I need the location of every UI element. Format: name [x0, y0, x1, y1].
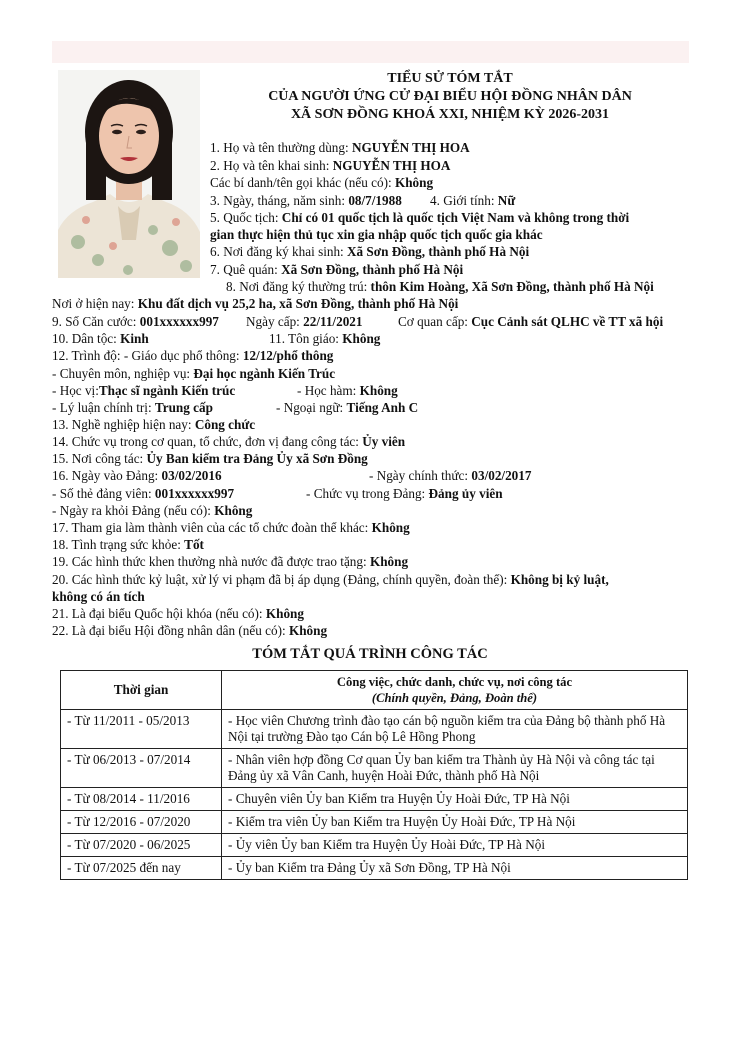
field-religion: 11. Tôn giáo: Không [269, 331, 381, 346]
field-permanent-residence: 8. Nơi đăng ký thường trú: thôn Kim Hoàng, Xã Sơn Đồng, thành phố Hà Nội [226, 279, 654, 294]
field-birth-name: 2. Họ và tên khai sinh: NGUYỄN THỊ HOA [210, 158, 451, 173]
field-nationality: 5. Quốc tịch: Chỉ có 01 quốc tịch là quốc tịch Việt Nam và không trong thời [210, 210, 630, 225]
field-academic-title: - Học hàm: Không [297, 383, 398, 398]
field-birthdate: 3. Ngày, tháng, năm sinh: 08/7/1988 [210, 193, 402, 208]
field-party-join-date: 16. Ngày vào Đảng: 03/02/2016 [52, 468, 222, 483]
field-peoples-council: 22. Là đại biểu Hội đồng nhân dân (nếu có): Không [52, 623, 328, 638]
row-time: - Từ 11/2011 - 05/2013 [61, 710, 222, 749]
field-ethnicity: 10. Dân tộc: Kinh [52, 331, 149, 346]
field-discipline-cont: không có án tích [52, 589, 145, 604]
doc-title-3: XÃ SƠN ĐỒNG KHOÁ XXI, NHIỆM KỲ 2026-2031 [290, 107, 610, 122]
row-description: - Chuyên viên Ủy ban Kiểm tra Huyện Ủy Hoài Đức, TP Hà Nội [222, 788, 688, 811]
work-history-title: TÓM TẮT QUÁ TRÌNH CÔNG TÁC [252, 646, 488, 662]
top-strip [52, 41, 689, 63]
field-id-number: 9. Số Căn cước: 001xxxxxx997 [52, 314, 219, 329]
field-gender: 4. Giới tính: Nữ [430, 193, 516, 208]
field-party-position: - Chức vụ trong Đảng: Đảng ủy viên [306, 486, 503, 501]
row-time: - Từ 12/2016 - 07/2020 [61, 811, 222, 834]
table-row [61, 857, 688, 880]
row-description: - Kiểm tra viên Ủy ban Kiểm tra Huyện Ủy Hoài Đức, TP Hà Nội [222, 811, 688, 834]
row-time: - Từ 08/2014 - 11/2016 [61, 788, 222, 811]
table-row [61, 834, 688, 857]
field-party-leave-date: - Ngày ra khỏi Đảng (nếu có): Không [52, 503, 253, 518]
field-education: 12. Trình độ: - Giáo dục phổ thông: 12/12/phổ thông [52, 348, 334, 363]
row-description: - Ủy viên Ủy ban Kiểm tra Huyện Ủy Hoài Đức, TP Hà Nội [222, 834, 688, 857]
field-party-official-date: - Ngày chính thức: 03/02/2017 [369, 468, 532, 483]
work-history-table [60, 670, 688, 880]
field-health: 18. Tình trạng sức khỏe: Tốt [52, 537, 204, 552]
table-row [61, 788, 688, 811]
field-party-card: - Số thẻ đảng viên: 001xxxxxx997 [52, 486, 235, 501]
header-description: Công việc, chức danh, chức vụ, nơi công tác (Chính quyền, Đảng, Đoàn thể) [222, 671, 688, 710]
field-birth-registration: 6. Nơi đăng ký khai sinh: Xã Sơn Đồng, thành phố Hà Nội [210, 244, 530, 259]
table-header-row [61, 671, 688, 710]
doc-title-1: TIỂU SỬ TÓM TẮT [387, 71, 513, 86]
field-specialty: - Chuyên môn, nghiệp vụ: Đại học ngành Kiến Trúc [52, 366, 336, 381]
row-time: - Từ 07/2025 đến nay [61, 857, 222, 880]
field-occupation: 13. Nghề nghiệp hiện nay: Công chức [52, 417, 256, 432]
row-time: - Từ 06/2013 - 07/2014 [61, 749, 222, 788]
row-description: - Ủy ban Kiểm tra Đảng Ủy xã Sơn Đồng, TP Hà Nội [222, 857, 688, 880]
doc-title-2: CỦA NGƯỜI ỨNG CỬ ĐẠI BIỂU HỘI ĐỒNG NHÂN DÂN [268, 89, 632, 104]
field-id-date: Ngày cấp: 22/11/2021 [246, 314, 363, 329]
field-national-assembly: 21. Là đại biểu Quốc hội khóa (nếu có): Không [52, 606, 304, 621]
table-row [61, 811, 688, 834]
field-id-issuer: Cơ quan cấp: Cục Cảnh sát QLHC về TT xã hội [398, 314, 664, 329]
field-alias: Các bí danh/tên gọi khác (nếu có): Không [210, 175, 434, 190]
field-hometown: 7. Quê quán: Xã Sơn Đồng, thành phố Hà Nội [210, 262, 464, 277]
header-time: Thời gian [61, 671, 222, 710]
field-political-theory: - Lý luận chính trị: Trung cấp [52, 400, 213, 415]
table-row [61, 749, 688, 788]
field-current-residence: Nơi ở hiện nay: Khu đất dịch vụ 25,2 ha, xã Sơn Đồng, thành phố Hà Nội [52, 296, 459, 311]
field-common-name: 1. Họ và tên thường dùng: NGUYỄN THỊ HOA [210, 140, 470, 155]
row-description: - Nhân viên hợp đồng Cơ quan Ủy ban kiểm tra Thành ủy Hà Nội và công tác tại Đảng ủy xã Vân Canh, huyện Hoài Đức, thành phố Hà Nội [222, 749, 688, 788]
candidate-photo [58, 70, 200, 278]
field-awards: 19. Các hình thức khen thưởng nhà nước đã được trao tặng: Không [52, 554, 409, 569]
field-workplace: 15. Nơi công tác: Ủy Ban kiểm tra Đảng Ủy xã Sơn Đồng [52, 451, 368, 466]
field-discipline: 20. Các hình thức kỷ luật, xử lý vi phạm đã bị áp dụng (Đảng, chính quyền, đoàn thể): Không bị kỷ luật, [52, 572, 609, 587]
field-position: 14. Chức vụ trong cơ quan, tổ chức, đơn vị đang công tác: Ủy viên [52, 434, 406, 449]
row-description: - Học viên Chương trình đào tạo cán bộ nguồn kiểm tra của Đảng bộ thành phố Hà Nội tại trường Đào tạo Cán bộ Lê Hồng Phong [222, 710, 688, 749]
row-time: - Từ 07/2020 - 06/2025 [61, 834, 222, 857]
table-row [61, 710, 688, 749]
field-degree: - Học vị:Thạc sĩ ngành Kiến trúc [52, 383, 236, 398]
field-other-organizations: 17. Tham gia làm thành viên của các tổ chức đoàn thể khác: Không [52, 520, 410, 535]
field-nationality-cont: gian thực hiện thủ tục xin gia nhập quốc tịch quốc gia khác [210, 227, 543, 242]
field-foreign-language: - Ngoại ngữ: Tiếng Anh C [276, 400, 419, 415]
